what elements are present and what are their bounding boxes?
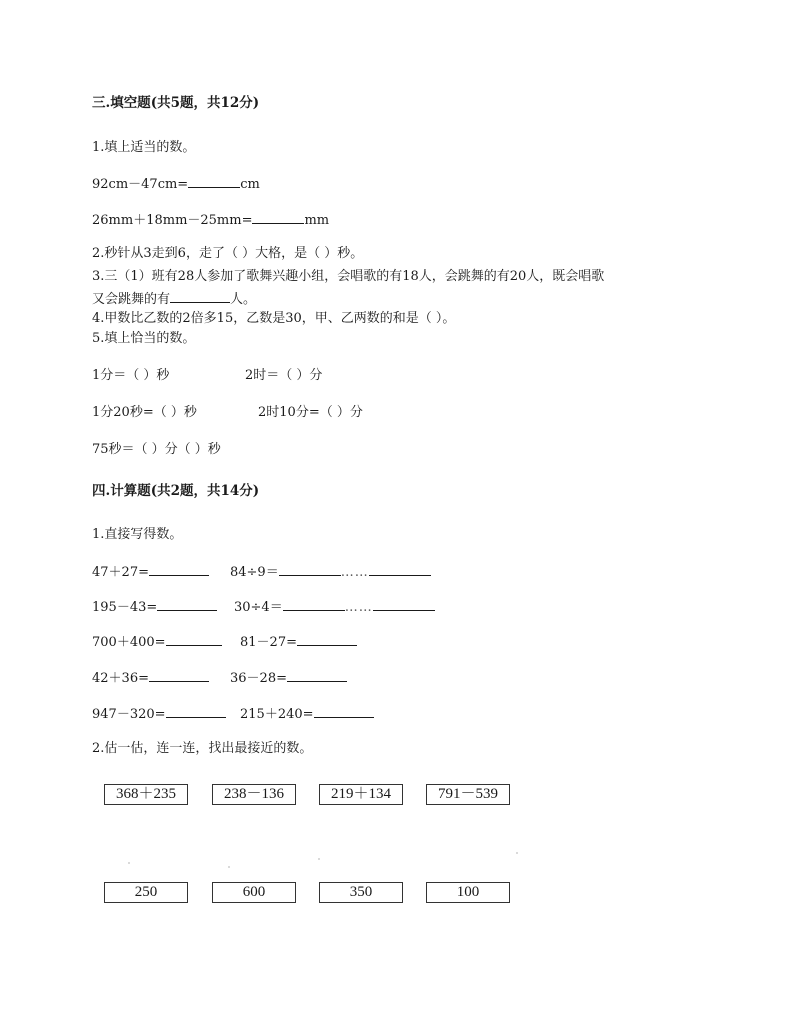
estimate-value-box[interactable]: 100 [426, 882, 510, 903]
answer-blank[interactable] [149, 563, 209, 576]
calc-expr: 36－28= [230, 671, 287, 686]
q1-prompt: 1.填上适当的数。 [92, 140, 196, 155]
estimate-expression-box[interactable]: 368＋235 [104, 784, 188, 805]
answer-blank[interactable] [279, 563, 341, 576]
q1-line2 [92, 211, 329, 229]
answer-blank[interactable] [314, 705, 374, 718]
q1-line1-unit: cm [240, 177, 260, 192]
q5-item-d: 2时10分=（ ）分 [258, 405, 363, 420]
calc-expr: 947－320= [92, 707, 166, 722]
q3-line2 [92, 290, 256, 308]
q4-text: 4.甲数比乙数的2倍多15，乙数是30，甲、乙两数的和是（ ）。 [92, 311, 456, 326]
q5-item-b: 2时＝（ ）分 [245, 368, 323, 383]
answer-blank[interactable] [166, 705, 226, 718]
q1-line1 [92, 175, 260, 193]
answer-blank[interactable] [297, 633, 357, 646]
answer-blank[interactable] [252, 211, 304, 224]
q5-prompt: 5.填上恰当的数。 [92, 331, 196, 346]
q3-line2-prefix: 又会跳舞的有 [92, 292, 171, 307]
answer-blank[interactable] [188, 175, 240, 188]
estimate-value-box[interactable]: 350 [319, 882, 403, 903]
calc-expr: 42＋36= [92, 671, 149, 686]
answer-blank[interactable] [157, 598, 217, 611]
calc-row-5-left [92, 705, 226, 723]
section4-title: 四.计算题(共2题，共14分) [92, 483, 260, 499]
calc-expr: 47＋27= [92, 565, 149, 580]
calc-row-2-right [234, 598, 435, 616]
calc-prompt: 1.直接写得数。 [92, 527, 183, 542]
estimate-expression-box[interactable]: 238－136 [212, 784, 296, 805]
q3-line1: 3.三（1）班有28人参加了歌舞兴趣小组，会唱歌的有18人，会跳舞的有20人，既会唱歌 [92, 269, 605, 284]
calc-expr: 30÷4＝ [234, 600, 283, 615]
answer-blank[interactable] [149, 669, 209, 682]
calc-row-3-left [92, 633, 222, 651]
q1-line1-expr: 92cm－47cm= [92, 177, 189, 192]
q2-text: 2.秒针从3走到6，走了（ ）大格，是（ ）秒。 [92, 246, 364, 261]
calc-row-1-left [92, 563, 209, 581]
calc-row-5-right [240, 705, 374, 723]
remainder-dots: …… [344, 600, 373, 615]
calc-row-4-left [92, 669, 209, 687]
calc-row-2-left [92, 598, 217, 616]
calc-expr: 84÷9＝ [230, 565, 279, 580]
remainder-blank[interactable] [373, 598, 435, 611]
scan-speck [516, 852, 518, 854]
answer-blank[interactable] [166, 633, 222, 646]
calc-row-4-right [230, 669, 347, 687]
match-prompt: 2.估一估，连一连，找出最接近的数。 [92, 741, 313, 756]
answer-blank[interactable] [170, 290, 230, 303]
calc-expr: 81－27= [240, 635, 297, 650]
estimate-value-box[interactable]: 600 [212, 882, 296, 903]
answer-blank[interactable] [283, 598, 345, 611]
estimate-expression-box[interactable]: 791－539 [426, 784, 510, 805]
calc-expr: 215＋240= [240, 707, 314, 722]
estimate-expression-box[interactable]: 219＋134 [319, 784, 403, 805]
calc-expr: 700＋400= [92, 635, 166, 650]
scan-speck [228, 866, 230, 868]
q5-item-e: 75秒＝（ ）分（ ）秒 [92, 442, 221, 457]
calc-expr: 195－43= [92, 600, 158, 615]
q5-item-c: 1分20秒=（ ）秒 [92, 405, 197, 420]
q1-line2-expr: 26mm＋18mm－25mm= [92, 213, 253, 228]
q1-line2-unit: mm [304, 213, 330, 228]
scan-speck [128, 862, 130, 864]
q5-item-a: 1分＝（ ）秒 [92, 368, 170, 383]
estimate-value-box[interactable]: 250 [104, 882, 188, 903]
section3-title: 三.填空题(共5题，共12分) [92, 95, 260, 111]
remainder-blank[interactable] [369, 563, 431, 576]
remainder-dots: …… [340, 565, 369, 580]
answer-blank[interactable] [287, 669, 347, 682]
calc-row-3-right [240, 633, 357, 651]
calc-row-1-right [230, 563, 431, 581]
scan-speck [318, 858, 320, 860]
q3-line2-suffix: 人。 [230, 292, 257, 307]
